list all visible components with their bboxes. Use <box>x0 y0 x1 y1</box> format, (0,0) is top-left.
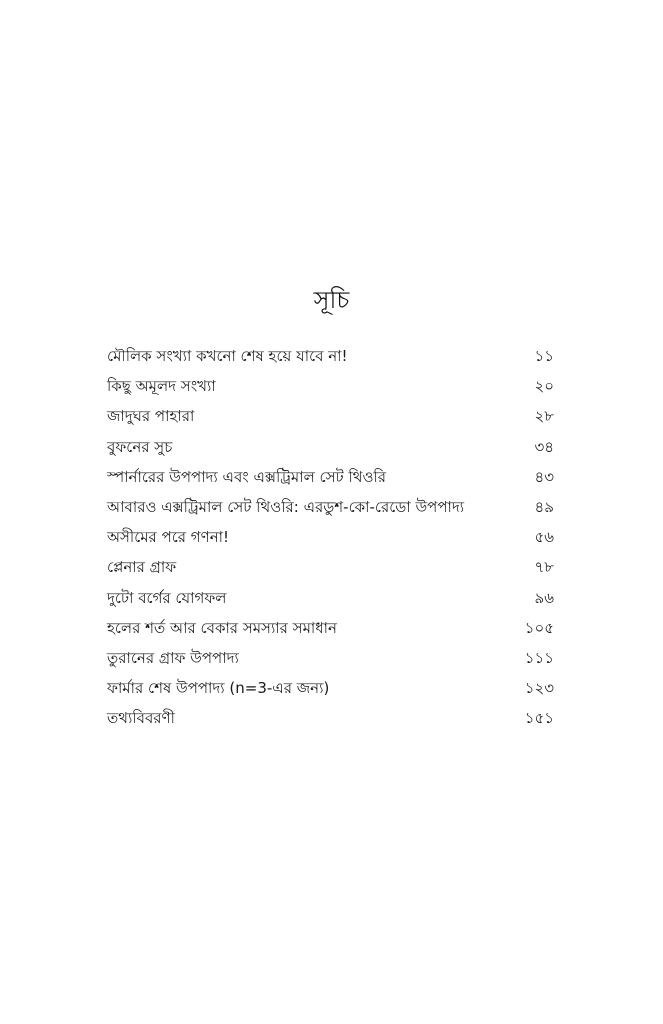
toc-entry-title: স্পার্নারের উপপাদ্য এবং এক্সট্রিমাল সেট থিওরি <box>107 467 387 486</box>
toc-entry <box>107 613 554 643</box>
toc-entry-title: তুরানের গ্রাফ উপপাদ্য <box>107 648 239 667</box>
toc-entry-page-number: ৯৬ <box>534 588 554 607</box>
page-title: সূচি <box>313 286 350 314</box>
toc-entry-title: জাদুঘর পাহারা <box>107 407 195 426</box>
toc-entry-title: ফার্মার শেষ উপপাদ্য (n=3-এর জন্য) <box>107 679 330 698</box>
toc-entry <box>107 492 554 522</box>
table-of-contents <box>107 341 554 733</box>
toc-entry-page-number: ৭৮ <box>534 558 554 577</box>
toc-entry-page-number: ৪৩ <box>534 467 554 486</box>
toc-entry-page-number: ৪৯ <box>534 497 554 516</box>
toc-entry-page-number: ২০ <box>534 377 554 396</box>
toc-entry <box>107 341 554 371</box>
toc-entry-page-number: ৫৬ <box>534 528 554 547</box>
toc-entry-title: অসীমের পরে গণনা! <box>107 528 230 547</box>
toc-entry-title: আবারও এক্সট্রিমাল সেট থিওরি: এরডুশ-কো-রেডো উপপাদ্য <box>107 497 465 516</box>
toc-entry-title: মৌলিক সংখ্যা কখনো শেষ হয়ে যাবে না! <box>107 347 348 365</box>
toc-entry-title: বুফনের সুচ <box>107 437 173 456</box>
toc-entry-title: প্লেনার গ্রাফ <box>107 558 177 577</box>
toc-entry-page-number: ২৮ <box>534 407 554 426</box>
toc-entry-title: হলের শর্ত আর বেকার সমস্যার সমাধান <box>107 618 337 637</box>
toc-entry-title: কিছু অমূলদ সংখ্যা <box>107 377 216 396</box>
toc-entry <box>107 643 554 673</box>
toc-entry-page-number: ১১১ <box>524 648 554 667</box>
toc-entry <box>107 401 554 431</box>
toc-entry <box>107 552 554 582</box>
toc-entry <box>107 432 554 462</box>
toc-entry <box>107 673 554 703</box>
toc-entry-page-number: ১১ <box>534 347 554 365</box>
toc-entry-page-number: ১২৩ <box>524 679 554 698</box>
toc-entry-page-number: ১০৫ <box>524 618 554 637</box>
toc-entry-title: তথ্যবিবরণী <box>107 709 175 728</box>
toc-entry <box>107 371 554 401</box>
toc-entry <box>107 462 554 492</box>
toc-entry-page-number: ৩৪ <box>534 437 554 456</box>
toc-entry <box>107 583 554 613</box>
toc-entry <box>107 522 554 552</box>
toc-entry-page-number: ১৫১ <box>524 709 554 728</box>
toc-entry-title: দুটো বর্গের যোগফল <box>107 588 227 607</box>
toc-entry <box>107 703 554 733</box>
